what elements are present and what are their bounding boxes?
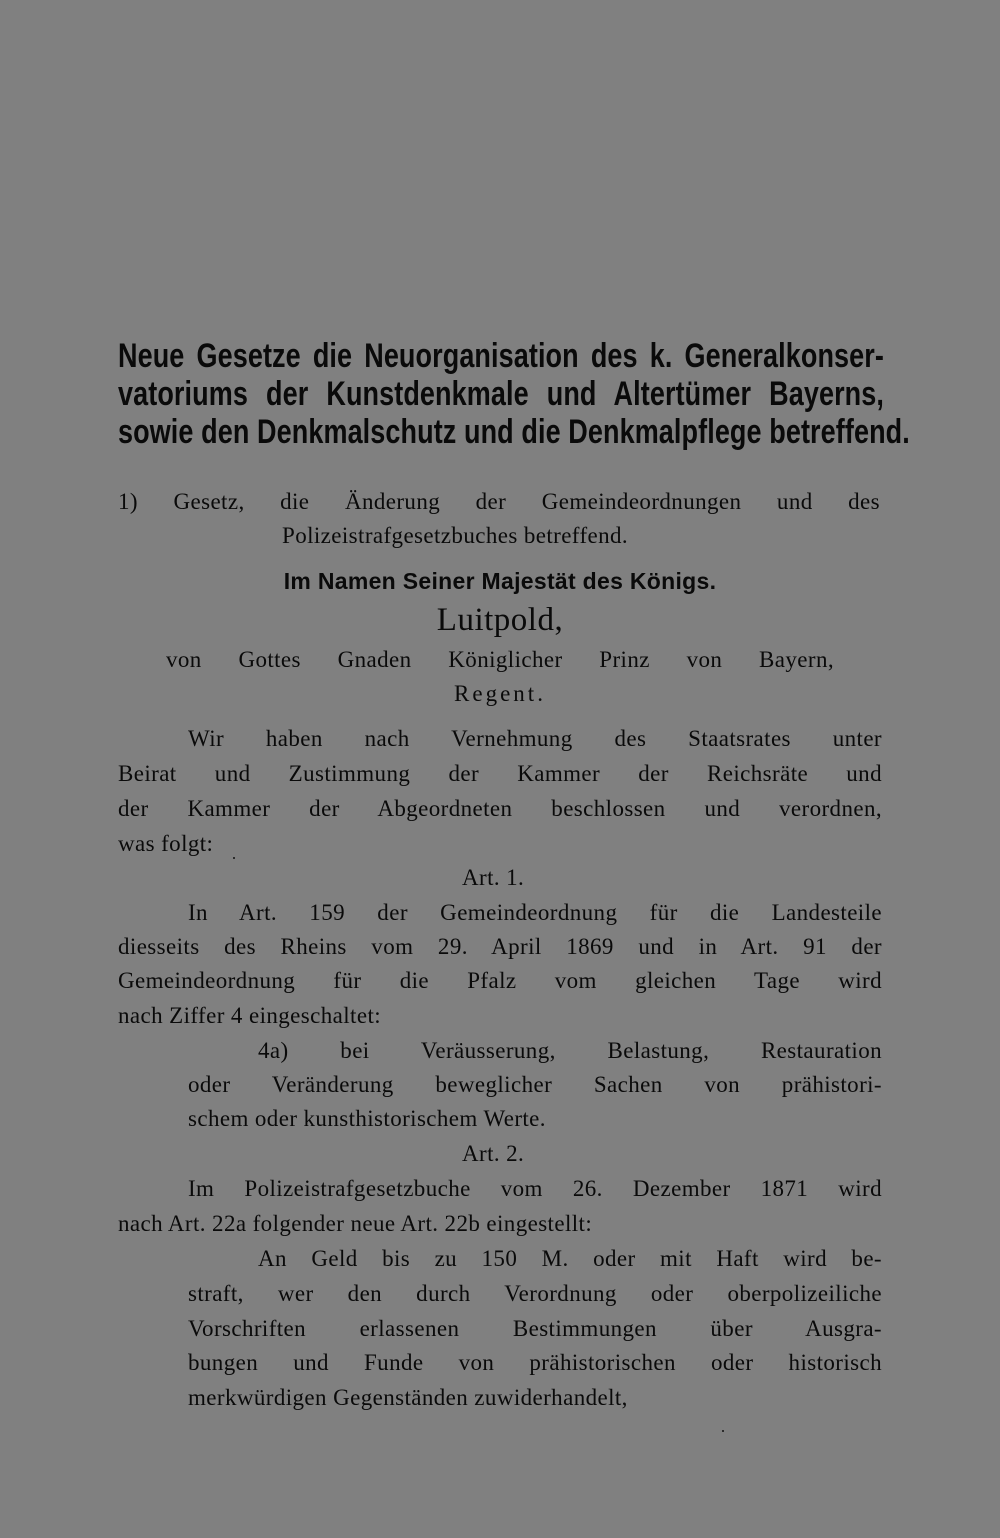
art-1-line-2: diesseits des Rheins vom 29. April 1869 und in Art. 91 der: [118, 934, 882, 959]
preamble-name: Luitpold,: [436, 602, 564, 638]
art-2-item-line-5: merkwürdigen Gegenständen zuwiderhandelt,: [188, 1385, 628, 1410]
art-2-item-line-2: straft, wer den durch Verordnung oder oberpolizeiliche: [188, 1281, 882, 1306]
art-1-item-line-3: schem oder kunsthistorischem Werte.: [188, 1106, 546, 1131]
heading-line-2: vatoriums der Kunstdenkmale und Altertümer Bayerns,: [118, 374, 884, 413]
art-1-heading: Art. 1.: [462, 865, 525, 890]
art-1-item-line-1: 4a) bei Veräusserung, Belastung, Restauration: [258, 1038, 882, 1063]
intro-line-4: was folgt:: [118, 831, 214, 856]
art-2-item-line-3: Vorschriften erlassenen Bestimmungen über Ausgra-: [188, 1316, 882, 1341]
art-1-line-1: In Art. 159 der Gemeindeordnung für die Landesteile: [188, 900, 882, 925]
art-1-line-4: nach Ziffer 4 eingeschaltet:: [118, 1003, 382, 1028]
art-2-line-2: nach Art. 22a folgender neue Art. 22b eingestellt:: [118, 1211, 593, 1236]
heading-line-3: sowie den Denkmalschutz und die Denkmalpflege betreffend.: [118, 412, 910, 451]
law-title-line-2: Polizeistrafgesetzbuches betreffend.: [282, 523, 629, 548]
intro-line-3: der Kammer der Abgeordneten beschlossen und verordnen,: [118, 796, 882, 821]
heading-line-1: Neue Gesetze die Neuorganisation des k. Generalkonser-: [118, 336, 884, 375]
intro-line-1: Wir haben nach Vernehmung des Staatsrates unter: [188, 726, 882, 751]
art-2-item-line-4: bungen und Funde von prähistorischen oder historisch: [188, 1350, 882, 1375]
art-2-heading: Art. 2.: [462, 1141, 525, 1166]
preamble-role: Regent.: [454, 681, 546, 706]
law-title-line-1: 1) Gesetz, die Änderung der Gemeindeordnungen und des: [118, 489, 880, 514]
print-speck: [722, 1430, 724, 1432]
art-1-item-line-2: oder Veränderung beweglicher Sachen von prähistori-: [188, 1072, 882, 1097]
preamble-title: von Gottes Gnaden Königlicher Prinz von Bayern,: [166, 647, 834, 672]
print-speck: [233, 857, 235, 859]
art-1-line-3: Gemeindeordnung für die Pfalz vom gleichen Tage wird: [118, 968, 882, 993]
art-2-item-line-1: An Geld bis zu 150 M. oder mit Haft wird be-: [258, 1246, 882, 1271]
art-2-line-1: Im Polizeistrafgesetzbuche vom 26. Dezember 1871 wird: [188, 1176, 882, 1201]
preamble-im-namen: Im Namen Seiner Majestät des Königs.: [283, 568, 717, 594]
intro-line-2: Beirat und Zustimmung der Kammer der Reichsräte und: [118, 761, 882, 786]
